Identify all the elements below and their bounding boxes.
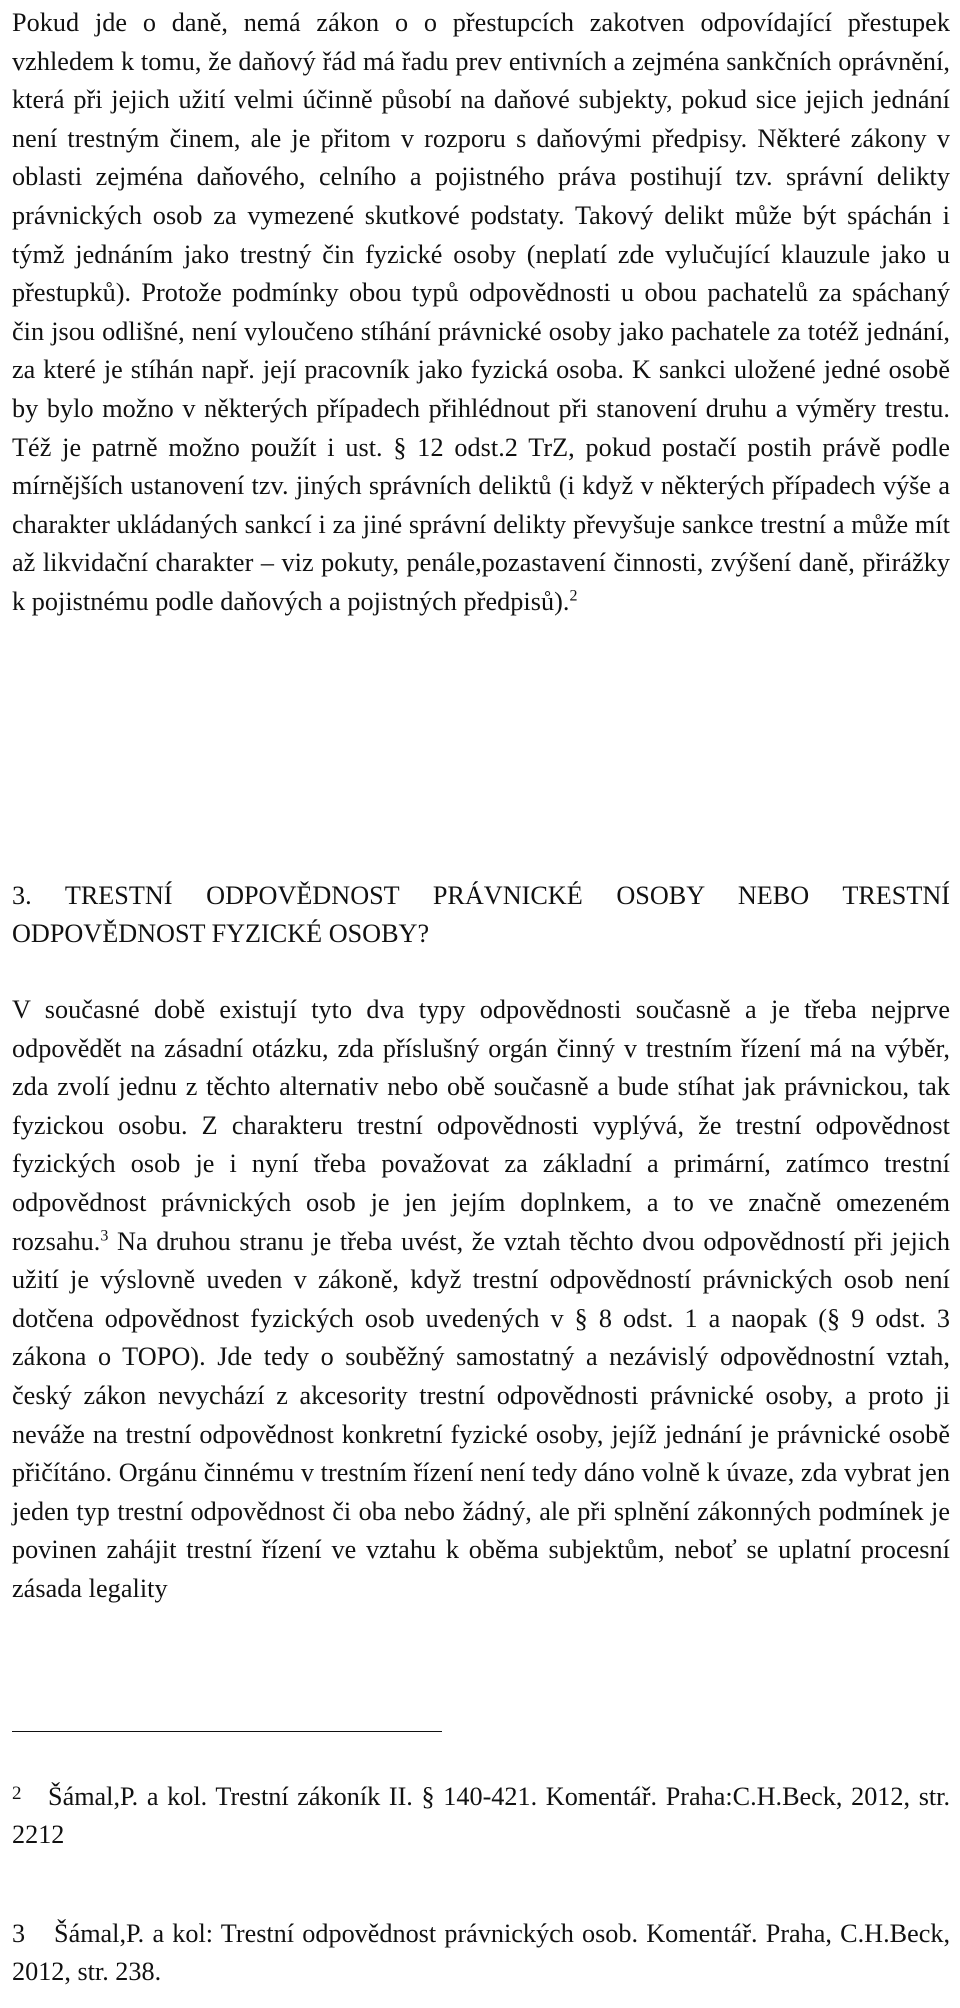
- paragraph-1-text: Pokud jde o daně, nemá zákon o o přestupcích zakotven odpovídající přestupek vzhledem k tomu, že daňový řád má řadu prev entivních a zejména sankčních oprávnění, která při jejich užití velmi účinně působí na daňové subjekty, pokud sice jejich jednání není trestným činem, ale je přitom v rozporu s daňovými předpisy. Některé zákony v oblasti zejména daňového, celního a pojistného práva postihují tzv. správní delikty právnických osob za vymezené skutkové podstaty. Takový delikt může být spáchán i týmž jednáním jako trestný čin fyzické osoby (neplatí zde vylučující klauzule jako u přestupků). Protože podmínky obou typů odpovědnosti u obou pachatelů za spáchaný čin jsou odlišné, není vyloučeno stíhání právnické osoby jako pachatele za totéž jednání, za které je stíhán např. její pracovník jako fyzická osoba. K sankci uložené jedné osobě by bylo možno v některých případech přihlédnout při stanovení druhu a výměry trestu. Též je patrně možno použít i ust. § 12 odst.2 TrZ, pokud postačí postih právě podle mírnějších ustanovení tzv. jiných správních deliktů (i když v některých případech výše a charakter ukládaných sankcí i za jiné správní delikty převyšuje sankce trestní a může mít až likvidační charakter – viz pokuty, penále,pozastavení činnosti, zvýšení daně, přirážky k pojistnému podle daňových a pojistných předpisů).: [12, 8, 950, 616]
- paragraph-2-text-end: Na druhou stranu je třeba uvést, že vztah těchto dvou odpovědností při jejich užití je výslovně uveden v zákoně, když trestní odpovědností právnických osob není dotčena odpovědnost fyzických osob uvedených v § 8 odst. 1 a naopak (§ 9 odst. 3 zákona o TOPO). Jde tedy o souběžný samostatný a nezávislý odpovědnostní vztah, český zákon nevychází z akcesority trestní odpovědnosti právnické osoby, a proto ji neváže na trestní odpovědnost konkretní fyzické osoby, jejíž jednání je právnické osobě přičítáno. Orgánu činnému v trestním řízení není tedy dáno volně k úvaze, zda vybrat jen jeden typ trestní odpovědnost či oba nebo žádný, ale při splnění zákonných podmínek je povinen zahájit trestní řízení ve vztahu k oběma subjektům, neboť se uplatní procesní zásada legality: [12, 1226, 950, 1603]
- body-paragraph-2: [12, 991, 950, 1609]
- footnote-3-text: Šámal,P. a kol: Trestní odpovědnost právnických osob. Komentář. Praha, C.H.Beck, 2012, str. 238.: [12, 1919, 950, 1986]
- body-paragraph-1: [12, 4, 950, 622]
- footnote-2-text: Šámal,P. a kol. Trestní zákoník II. § 140-421. Komentář. Praha:C.H.Beck, 2012, str. 2212: [12, 1782, 950, 1849]
- footnote-3: [12, 1915, 950, 1991]
- paragraph-2-text-start: V současné době existují tyto dva typy odpovědnosti současně a je třeba nejprve odpovědět na zásadní otázku, zda příslušný orgán činný v trestním řízení má na výběr, zda zvolí jednu z těchto alternativ nebo obě současně a bude stíhat jak právnickou, tak fyzickou osobu. Z charakteru trestní odpovědnosti vyplývá, že trestní odpovědnost fyzických osob je i nyní třeba považovat za základní a primární, zatímco trestní odpovědnost právnických osob je jen jejím doplnkem, a to ve značně omezeném rozsahu.: [12, 995, 950, 1256]
- footnote-2-number: 2: [12, 1783, 22, 1804]
- footnote-reference-3: 3: [100, 1226, 109, 1244]
- footnote-3-number: 3: [12, 1919, 26, 1948]
- footnote-2: [12, 1775, 950, 1854]
- footnote-separator: [12, 1731, 442, 1732]
- footnote-reference-2: 2: [569, 587, 578, 605]
- section-heading: 3. TRESTNÍ ODPOVĚDNOST PRÁVNICKÉ OSOBY NEBO TRESTNÍ ODPOVĚDNOST FYZICKÉ OSOBY?: [12, 881, 950, 948]
